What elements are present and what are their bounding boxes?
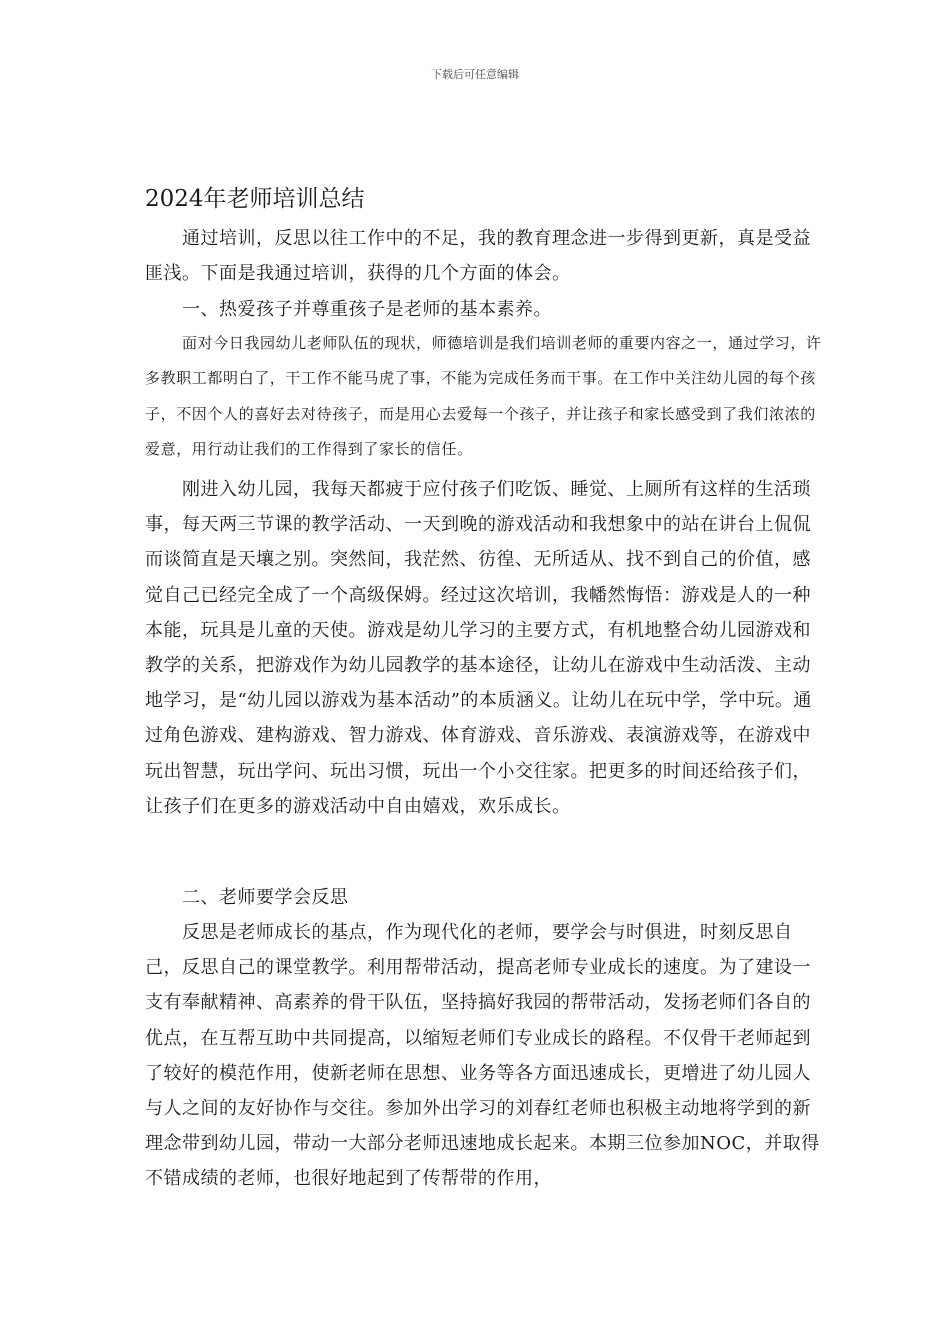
page-header-note: 下载后可任意编辑: [431, 68, 519, 81]
paragraph-games: 刚进入幼儿园，我每天都疲于应付孩子们吃饭、睡觉、上厕所有这样的生活琐事，每天两三节课的教学活动、一天到晚的游戏活动和我想象中的站在讲台上侃侃而谈简直是天壤之别。突然间，我茫然、彷徨、无所适从、找不到自己的价值，感觉自己已经完全成了一个高级保姆。经过这次培训，我幡然悔悟：游戏是人的一种本能，玩具是儿童的天使。游戏是幼儿学习的主要方式，有机地整合幼儿园游戏和教学的关系，把游戏作为幼儿园教学的基本途径，让幼儿在游戏中生动活泼、主动地学习，是“幼儿园以游戏为基本活动”的本质涵义。让幼儿在玩中学，学中玩。通过角色游戏、建构游戏、智力游戏、体育游戏、音乐游戏、表演游戏等，在游戏中玩出智慧，玩出学问、玩出习惯，玩出一个小交往家。把更多的时间还给孩子们，让孩子们在更多的游戏活动中自由嬉戏，欢乐成长。: [145, 479, 812, 817]
section-heading-1: 一、热爱孩子并尊重孩子是老师的基本素养。: [182, 299, 552, 320]
paragraph-reflection: 反思是老师成长的基点，作为现代化的老师，要学会与时俱进，时刻反思自己，反思自己的课堂教学。利用帮带活动，提高老师专业成长的速度。为了建设一支有奉献精神、高素养的骨干队伍，坚持搞好我园的帮带活动，发扬老师们各自的优点，在互帮互助中共同提高，以缩短老师们专业成长的路程。不仅骨干老师起到了较好的模范作用，使新老师在思想、业务等各方面迅速成长，更增进了幼儿园人与人之间的友好协作与交往。参加外出学习的刘春红老师也积极主动地将学到的新理念带到幼儿园，带动一大部分老师迅速地成长起来。本期三位参加NOC，并取得不错成绩的老师，也很好地起到了传帮带的作用，: [145, 922, 820, 1190]
paragraph-teacher-ethics: 面对今日我园幼儿老师队伍的现状，师德培训是我们培训老师的重要内容之一，通过学习，许多教职工都明白了，干工作不能马虎了事，不能为完成任务而干事。在工作中关注幼儿园的每个孩子，不因个人的喜好去对待孩子，而是用心去爱每一个孩子，并让孩子和家长感受到了我们浓浓的爱意，用行动让我们的工作得到了家长的信任。: [145, 334, 822, 459]
intro-paragraph: 通过培训，反思以往工作中的不足，我的教育理念进一步得到更新，真是受益匪浅。下面是我通过培训，获得的几个方面的体会。: [145, 228, 811, 285]
document-title: 2024年老师培训总结: [145, 186, 365, 212]
section-heading-2: 二、老师要学会反思: [182, 887, 349, 908]
